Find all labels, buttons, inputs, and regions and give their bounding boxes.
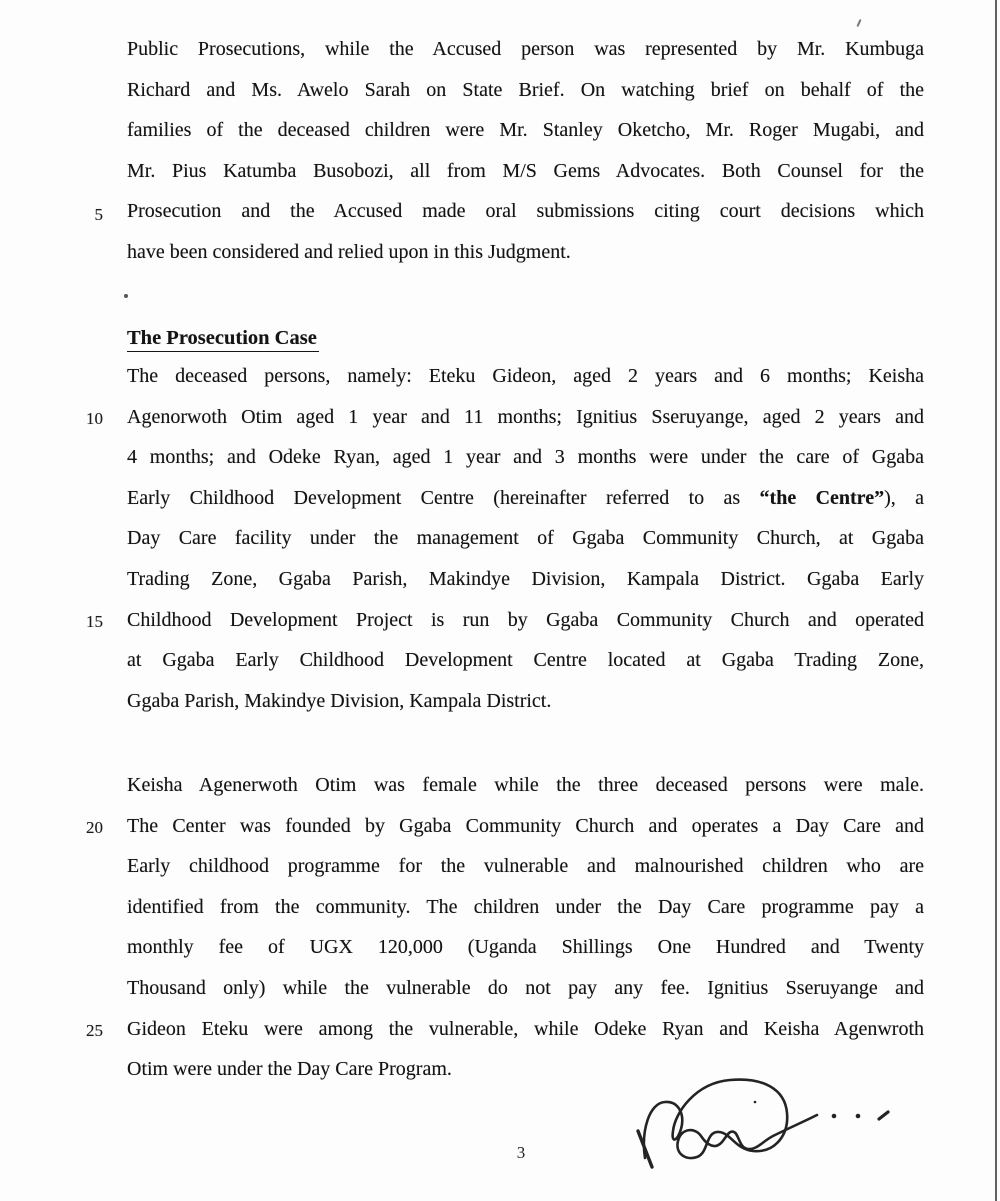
text-line-with-bold [127,478,924,519]
text-line: The deceased persons, namely: Eteku Gideon, aged 2 years and 6 months; Keisha [127,365,924,387]
bold-text-segment: “the Centre” [759,486,885,509]
margin-line-number: 15 [86,612,103,631]
text-line: identified from the community. The children under the Day Care programme pay a [127,895,924,918]
text-line: Public Prosecutions, while the Accused person was represented by Mr. Kumbuga [127,38,924,60]
text-line: Early childhood programme for the vulnerable and malnourished children who are [127,855,924,878]
text-line: Trading Zone, Ggaba Parish, Makindye Division, Kampala District. Ggaba Early [127,567,924,590]
paragraph-deceased-persons [127,356,924,721]
text-line: Prosecution and the Accused made oral submissions citing court decisions which [127,200,924,223]
section-heading-label: The Prosecution Case [127,325,319,352]
paragraph-counsel-appearances [127,29,924,273]
margin-line-number: 20 [86,818,103,837]
scan-artifact-dot [124,294,128,298]
text-line: Thousand only) while the vulnerable do not pay any fee. Ignitius Sseruyange and [127,976,924,999]
scan-artifact-tick [856,19,861,27]
margin-line-number: 25 [86,1021,103,1040]
text-line: 4 months; and Odeke Ryan, aged 1 year and 3 months were under the care of Ggaba [127,446,924,469]
text-line: Day Care facility under the management of Ggaba Community Church, at Ggaba [127,527,924,550]
text-line: Ggaba Parish, Makindye Division, Kampala District. [127,689,552,712]
text-line: The Center was founded by Ggaba Community Church and operates a Day Care and [127,814,924,837]
text-line: Mr. Pius Katumba Busobozi, all from M/S Gems Advocates. Both Counsel for the [127,159,924,182]
text-line: have been considered and relied upon in this Judgment. [127,240,571,263]
text-line: Keisha Agenerwoth Otim was female while the three deceased persons were male. [127,774,924,796]
text-line: families of the deceased children were Mr. Stanley Oketcho, Mr. Roger Mugabi, and [127,119,924,142]
text-line: monthly fee of UGX 120,000 (Uganda Shillings One Hundred and Twenty [127,936,924,959]
text-segment: ), a [884,486,924,509]
text-line: Childhood Development Project is run by Ggaba Community Church and operated [127,608,924,631]
text-line: Agenorwoth Otim aged 1 year and 11 months; Ignitius Sseruyange, aged 2 years and [127,405,924,428]
text-line: at Ggaba Early Childhood Development Centre located at Ggaba Trading Zone, [127,649,924,672]
page-number: 3 [516,1143,526,1162]
handwritten-signature [625,1073,900,1180]
paragraph-centre-description [127,765,924,1090]
text-line: Otim were under the Day Care Program. [127,1058,452,1081]
scan-edge-line [995,0,997,1201]
margin-line-number: 5 [94,205,103,224]
text-segment: Early Childhood Development Centre (hereinafter referred to as [127,486,760,509]
margin-line-number: 10 [86,409,103,428]
text-line: Richard and Ms. Awelo Sarah on State Brief. On watching brief on behalf of the [127,78,924,101]
text-line: Gideon Eteku were among the vulnerable, while Odeke Ryan and Keisha Agenwroth [127,1017,924,1040]
section-heading-prosecution-case [127,325,319,352]
